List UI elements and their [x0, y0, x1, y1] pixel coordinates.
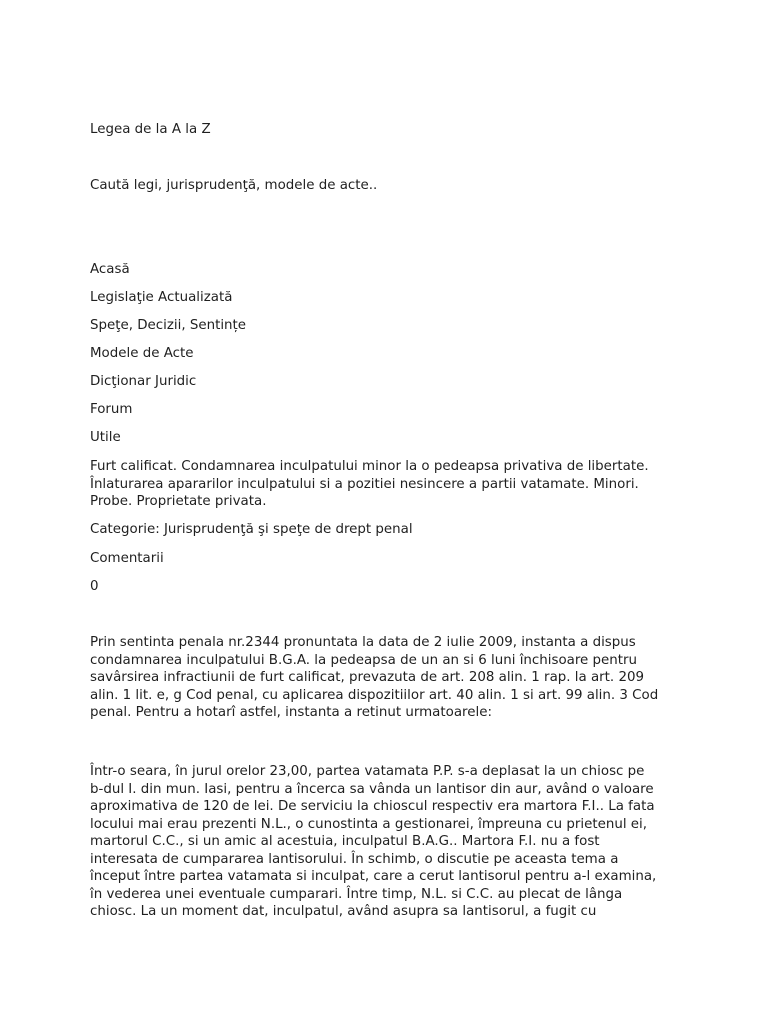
paragraph-line: în vederea unei eventuale cumparari. Între timp, N.L. si C.C. au plecat de lânga	[90, 886, 623, 902]
nav-item-acasa[interactable]: Acasă	[90, 262, 130, 277]
nav-item-modele[interactable]: Modele de Acte	[90, 346, 194, 361]
nav-item-forum[interactable]: Forum	[90, 402, 133, 417]
paragraph-line: locului mai erau prezenti N.L., o cunostinta a gestionarei, împreuna cu prietenul ei,	[90, 816, 648, 832]
comments-label[interactable]: Comentarii	[90, 551, 164, 566]
nav-item-spete[interactable]: Speţe, Decizii, Sentințe	[90, 318, 247, 333]
paragraph-line: chiosc. La un moment dat, inculpatul, având asupra sa lantisorul, a fugit cu	[90, 904, 597, 919]
comments-count: 0	[90, 579, 99, 594]
nav-item-dictionar[interactable]: Dicţionar Juridic	[90, 374, 197, 389]
paragraph-line: aproximativa de 120 de lei. De serviciu la chioscul respectiv era martora F.I.. La fata	[90, 799, 655, 814]
site-title[interactable]: Legea de la A la Z	[90, 122, 211, 137]
paragraph-line: interesata de cumpararea lantisorului. În schimb, o discutie pe aceasta tema a	[90, 851, 619, 867]
paragraph-line: b-dul I. din mun. Iasi, pentru a încerca sa vânda un lantisor din aur, având o valoare	[90, 781, 654, 797]
paragraph-line: Prin sentinta penala nr.2344 pronuntata la data de 2 iulie 2009, instanta a dispus	[90, 635, 636, 650]
paragraph-line: Într-o seara, în jurul orelor 23,00, partea vatamata P.P. s-a deplasat la un chiosc pe	[90, 764, 645, 779]
nav-item-utile[interactable]: Utile	[90, 430, 121, 445]
paragraph-line: alin. 1 lit. e, g Cod penal, cu aplicarea dispozitiilor art. 40 alin. 1 si art. 99 alin. 3 Cod	[90, 687, 659, 703]
article-title-line: Furt calificat. Condamnarea inculpatului minor la o pedeapsa privativa de libertate.	[90, 459, 649, 474]
article-paragraph-2	[90, 763, 690, 921]
article-title-line: Probe. Proprietate privata.	[90, 494, 267, 509]
paragraph-line: savârsirea infractiunii de furt calificat, prevazuta de art. 208 alin. 1 rap. la art. 209	[90, 670, 644, 685]
article-title	[90, 458, 690, 511]
article-paragraph-1	[90, 634, 690, 722]
paragraph-line: condamnarea inculpatului B.G.A. la pedeapsa de un an si 6 luni închisoare pentru	[90, 652, 638, 668]
article-title-line: Înlaturarea apararilor inculpatului si a pozitiei nesincere a partii vatamate. Minori.	[90, 476, 639, 492]
search-prompt[interactable]: Caută legi, jurisprudenţă, modele de acte..	[90, 178, 378, 193]
paragraph-line: penal. Pentru a hotarî astfel, instanta a retinut urmatoarele:	[90, 705, 492, 720]
paragraph-line: martorul C.C., si un amic al acestuia, inculpatul B.A.G.. Martora F.I. nu a fost	[90, 834, 600, 849]
nav-item-legislatie[interactable]: Legislaţie Actualizată	[90, 290, 233, 305]
article-category[interactable]: Categorie: Jurisprudenţă şi speţe de drept penal	[90, 522, 413, 537]
paragraph-line: început între partea vatamata si inculpat, care a cerut lantisorul pentru a-l examina,	[90, 869, 657, 884]
